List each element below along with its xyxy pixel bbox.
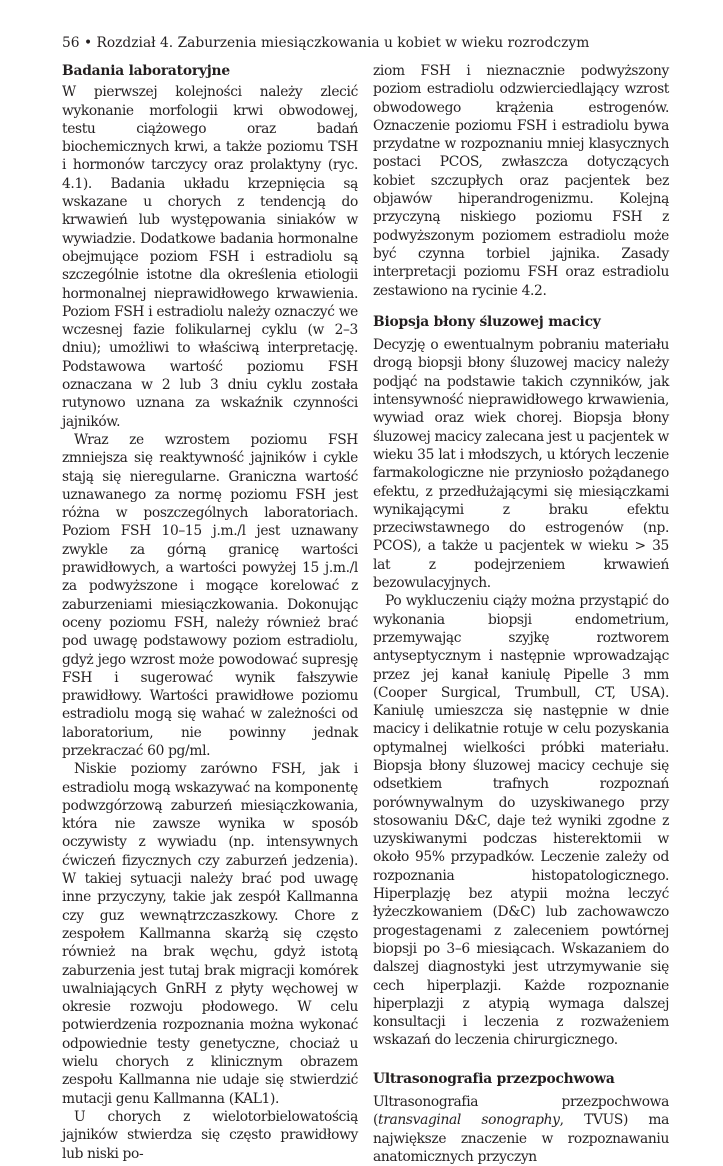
paragraph: Wraz ze wzrostem poziomu FSH zmniejsza się reaktywność jajników i cykle stają się nieregularne. Graniczna wartość uznawanego za normę poziomu FSH jest różna w poszczególnych laboratoriach. Poziom FSH 10–15 j.m./l jest uznawany zwykle za górną granicę wartości prawidłowych, a wartości powyżej 15 j.m./l za podwyższone i mogące korelować z zaburzeniami miesiączkowania. Dokonując oceny poziomu FSH, należy również brać pod uwagę podstawowy poziom estradiolu, gdyż jego wzrost może powodować supresję FSH i sugerować wynik fałszywie prawidłowy. Wartości prawidłowe poziomu estradiolu mogą się wahać w zależności od laboratorium, nie powinny jednak przekraczać 60 pg/ml.	[62, 431, 358, 759]
paragraph: W pierwszej kolejności należy zlecić wykonanie morfologii krwi obwodowej, testu ciążowego oraz badań biochemicznych krwi, a także poziomu TSH i hormonów tarczycy oraz prolaktyny (ryc. 4.1). Badania układu krzepnięcia są wskazane u chorych z tendencją do krwawień lub występowania siniaków w wywiadzie. Dodatkowe badania hormonalne obejmujące poziom FSH i estradiolu są szczególnie istotne dla określenia etiologii hormonalnej nieprawidłowego krwawienia. Poziom FSH i estradiolu należy oznaczyć we wczesnej fazie folikularnej cyklu (w 2–3 dniu); umożliwi to właściwą interpretację. Podstawowa wartość poziomu FSH oznaczana w 2 lub 3 dniu cyklu została rutynowo uznana za wskaźnik czynności jajników.	[62, 84, 358, 430]
italic-term: transvaginal sonography	[378, 1112, 560, 1129]
section-heading-endometrial-biopsy: Biopsja błony śluzowej macicy	[373, 313, 601, 330]
left-column	[62, 62, 358, 1163]
text-run: Ultrasonografia przezpochwowa (	[373, 1094, 669, 1129]
paragraph: Po wykluczeniu ciąży można przystąpić do wykonania biopsji endometrium, przemywając szyjkę roztworem antyseptycznym i następnie wprowadzając przez jej kanał kaniulę Pipelle 3 mm (Cooper Surgical, Trumbull, CT, USA). Kaniulę umieszcza się następnie w dnie macicy i delikatnie rotuje w celu pozyskania optymalnej wielkości próbki materiału. Biopsja błony śluzowej macicy cechuje się odsetkiem trafnych rozpoznań porównywalnym do uzyskiwanego przy stosowaniu D&C, daje też wyniki zgodne z uzyskiwanymi podczas histerektomii w około 95% przypadków. Leczenie zależy od rozpoznania histopatologicznego. Hiperplazję bez atypii można leczyć łyżeczkowaniem (D&C) lub zachowawczo progestagenami z zaleceniem powtórnej biopsji po 3–6 miesiącach. Wskazaniem do dalszej diagnostyki jest utrzymywanie się cech hiperplazji. Każde rozpoznanie hiperplazji z atypią wymaga dalszej konsultacji i leczenia z rozważeniem wskazań do leczenia chirurgicznego.	[373, 593, 669, 1049]
section-heading-lab-tests: Badania laboratoryjne	[62, 63, 230, 79]
text-run: , TVUS) ma największe znaczenie w rozpoznawaniu anatomicznych przyczyn	[373, 1112, 670, 1165]
paragraph	[373, 1093, 669, 1166]
paragraph-continuation: ziom FSH i nieznacznie podwyższony poziom estradiolu odzwierciedlający wzrost obwodowego krążenia estrogenów. Oznaczenie poziomu FSH i estradiolu bywa przydatne w rozpoznaniu mniej klasycznych postaci PCOS, zwłaszcza dotyczących kobiet szczupłych oraz pacjentek bez objawów hiperandrogenizmu. Kolejną przyczyną niskiego poziomu FSH z podwyższonym poziomem estradiolu może być czynna torbiel jajnika. Zasady interpretacji poziomu FSH oraz estradiolu zestawiono na rycinie 4.2.	[373, 63, 669, 299]
section-heading-tvus: Ultrasonografia przezpochwowa	[373, 1070, 615, 1087]
paragraph: Decyzję o ewentualnym pobraniu materiału drogą biopsji błony śluzowej macicy należy podjąć na podstawie takich czynników, jak intensywność nieprawidłowego krwawienia, wywiad oraz wiek chorej. Biopsja błony śluzowej macicy zalecana jest u pacjentek w wieku 35 lat i młodszych, u których leczenie farmakologiczne nie przyniosło pożądanego efektu, z przedłużającymi się miesiączkami wynikającymi z braku efektu przeciwstawnego do estrogenów (np. PCOS), a także u pacjentek w wieku > 35 lat z podejrzeniem krwawień bezowulacyjnych.	[373, 337, 669, 592]
paragraph: Niskie poziomy zarówno FSH, jak i estradiolu mogą wskazywać na komponentę podwzgórzową zaburzeń miesiączkowania, która nie zawsze wynika w sposób oczywisty z wywiadu (np. intensywnych ćwiczeń fizycznych czy zaburzeń jedzenia). W takiej sytuacji należy brać pod uwagę inne przyczyny, takie jak zespół Kallmanna czy guz wewnątrzczaszkowy. Chore z zespołem Kallmanna skarżą się często również na brak węchu, gdyż istotą zaburzenia jest tutaj brak migracji komórek uwalniających GnRH z płyty węchowej w okresie rozwoju płodowego. W celu potwierdzenia rozpoznania można wykonać odpowiednie testy genetyczne, chociaż u wielu chorych z klinicznym obrazem zespołu Kallmanna nie udaje się stwierdzić mutacji genu Kallmanna (KAL1).	[62, 761, 358, 1107]
right-column	[373, 62, 669, 1166]
paragraph: U chorych z wielotorbielowatością jajników stwierdza się często prawidłowy lub niski po-	[62, 1108, 358, 1162]
running-header: 56 • Rozdział 4. Zaburzenia miesiączkowania u kobiet w wieku rozrodczym	[62, 35, 590, 51]
